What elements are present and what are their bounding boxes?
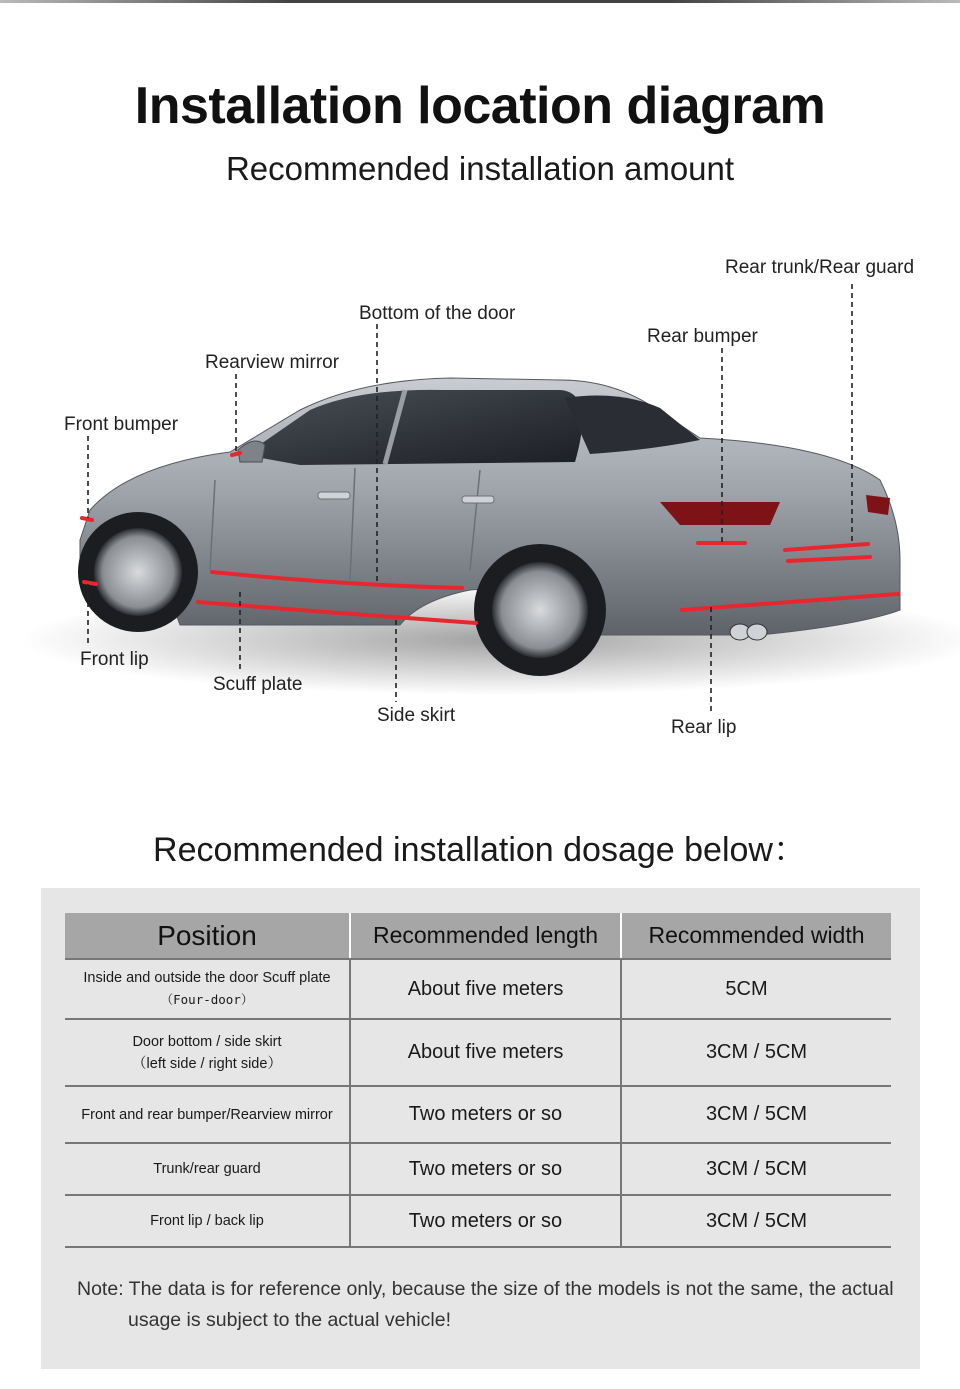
reference-note: [77, 1274, 897, 1336]
cell-position: [65, 1019, 350, 1086]
cell-position: [65, 959, 350, 1019]
dosage-title: Recommended installation dosage below：: [153, 831, 807, 869]
side-windows: [245, 390, 582, 465]
note-line-2: usage is subject to the actual vehicle!: [128, 1309, 452, 1331]
label-rear-lip: Rear lip: [671, 717, 737, 738]
cell-position: Trunk/rear guard: [65, 1143, 350, 1195]
table-header-row: [65, 913, 891, 959]
cell-position: Front and rear bumper/Rearview mirror: [65, 1086, 350, 1143]
table-row: [65, 1019, 891, 1086]
cell-length: Two meters or so: [350, 1195, 621, 1247]
tail-light: [660, 502, 780, 525]
table-row: [65, 959, 891, 1019]
note-line-1: Note: The data is for reference only, because the size of the models is not the same, the actual: [77, 1278, 894, 1300]
table-row: [65, 1143, 891, 1195]
cell-width: 3CM / 5CM: [621, 1195, 891, 1247]
label-side-skirt: Side skirt: [377, 705, 456, 726]
position-subtext: （left side / right side）: [132, 1055, 282, 1072]
rear-door-handle: [462, 496, 494, 503]
cell-length: About five meters: [350, 959, 621, 1019]
side-mirror: [238, 441, 265, 462]
strip-mirror: [232, 453, 240, 455]
rear-wheel-rim: [492, 562, 588, 658]
cell-width: 5CM: [621, 959, 891, 1019]
cell-position: Front lip / back lip: [65, 1195, 350, 1247]
cell-width: 3CM / 5CM: [621, 1086, 891, 1143]
page-title: Installation location diagram: [134, 77, 826, 135]
front-wheel-rim: [94, 528, 182, 616]
position-text: Door bottom / side skirt: [132, 1033, 282, 1050]
cell-width: 3CM / 5CM: [621, 1143, 891, 1195]
cell-width: 3CM / 5CM: [621, 1019, 891, 1086]
label-front-bumper: Front bumper: [64, 414, 179, 435]
label-rear-bumper: Rear bumper: [647, 326, 758, 347]
label-scuff-plate: Scuff plate: [213, 674, 303, 695]
tail-light-right: [866, 495, 890, 515]
label-rear-trunk: Rear trunk/Rear guard: [725, 257, 915, 278]
dosage-panel: [41, 888, 920, 1369]
strip-front-bumper: [82, 518, 92, 520]
label-bottom-door: Bottom of the door: [359, 303, 516, 324]
cell-length: Two meters or so: [350, 1086, 621, 1143]
table-row: [65, 1195, 891, 1247]
cell-length: About five meters: [350, 1019, 621, 1086]
exhaust-pipe-2: [747, 624, 767, 640]
cell-length: Two meters or so: [350, 1143, 621, 1195]
page-subtitle: Recommended installation amount: [225, 150, 735, 187]
installation-diagram: [0, 240, 960, 800]
front-door-handle: [318, 492, 350, 499]
position-text: Inside and outside the door Scuff plate: [83, 970, 331, 986]
strip-front-lip: [84, 582, 96, 584]
label-rearview-mirror: Rearview mirror: [205, 352, 340, 373]
header-length: Recommended length: [350, 913, 621, 959]
label-front-lip: Front lip: [80, 649, 149, 670]
table-row: [65, 1086, 891, 1143]
header-position: Position: [65, 913, 350, 959]
position-subtext: （Four-door）: [160, 992, 254, 1007]
top-divider: [0, 0, 960, 3]
header-width: Recommended width: [621, 913, 891, 959]
dosage-table: [65, 913, 891, 1248]
